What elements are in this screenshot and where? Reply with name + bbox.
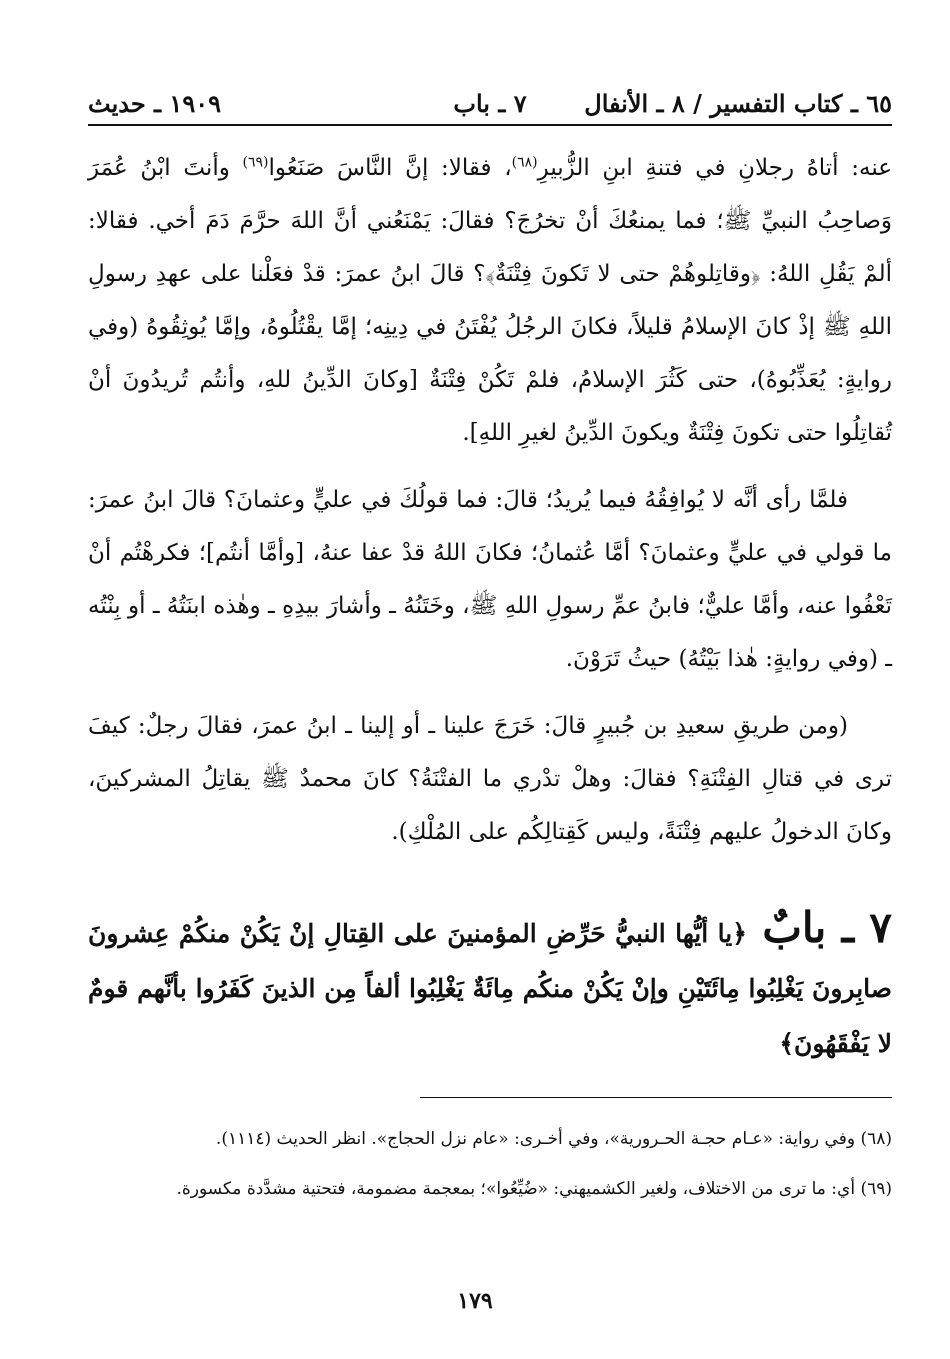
chapter-section	[88, 900, 892, 1071]
section-title: ٧ ـ بابٌ	[762, 903, 892, 952]
footnote-ref-68[interactable]: (٦٨)	[511, 154, 538, 171]
paragraph-1	[88, 142, 892, 460]
paragraph-3: (ومن طريقِ سعيدِ بن جُبيرٍ قالَ: خَرَجَ علينا ـ أو إلينا ـ ابنُ عمرَ، فقالَ رجلٌ: كيفَ ترى في قتالِ الفِتْنَةِ؟ فقالَ: وهلْ تدْري ما الفتْنَةُ؟ كانَ محمدٌ ﷺ يقاتِلُ المشركينَ، وكانَ الدخولُ عليهم فِتْنَةً، وليس كَقِتالِكُم على المُلْكِ).	[88, 713, 892, 845]
footnote-68: (٦٨) وفي رواية: «عـام حجـة الحـرورية»، وفي أخـرى: «عام نزل الحجاج». انظر الحديث (١١١٤).	[215, 1129, 892, 1149]
section-verse: ﴿يا أيُّها النبيُّ حَرِّضِ المؤمنينَ على القِتالِ إنْ يَكُنْ منكُمْ عِشرونَ صابِرونَ يَغْلِبُوا مِائَتَيْنِ وإنْ يَكُنْ منكُم مِائَةٌ يَغْلِبُوا ألفاً مِن الذينَ كَفَرُوا بأنَّهم قومٌ لا يَفْقَهُونَ﴾	[88, 919, 892, 1058]
paragraph-1-part-c: وأنتَ ابْنُ عُمَرَ وَصاحِبُ النبيِّ ﷺ؛ فما يمنعُكَ أنْ تخرُجَ؟ فقالَ: يَمْنَعُني أنَّ اللهَ حرَّمَ دَمَ أخي. فقالا: ألمْ يَقُلِ اللهُ: ﴿وقاتِلوهُمْ حتى لا تَكونَ فِتْنَةٌ﴾؟ قالَ ابنُ عمرَ: قدْ فعَلْنا على عهدِ رسولِ اللهِ ﷺ إذْ كانَ الإسلامُ قليلاً، فكانَ الرجُلُ يُفْتَنُ في دِينِه؛ إمَّا يقْتُلُوهُ، وإمَّا يُوثِقُوهُ (وفي روايةٍ: يُعَذِّبُوهُ)، حتى كَثُرَ الإسلامُ، فلمْ تَكُنْ فِتْنَةٌ [وكانَ الدِّينُ للهِ، وأنتُم تُريدُونَ أنْ تُقاتِلُوا حتى تكونَ فِتْنَةٌ ويكونَ الدِّينُ لغيرِ اللهِ].	[88, 155, 892, 446]
footnotes	[88, 1118, 892, 1210]
footnote-ref-69[interactable]: (٦٩)	[242, 154, 269, 171]
paragraph-1-part-b: ، فقالا: إنَّ النَّاسَ صَنَعُوا	[268, 155, 512, 181]
header-section: ٧ ـ باب	[453, 89, 527, 118]
footnote-69: (٦٩) أي: ما ترى من الاختلاف، ولغير الكشميهني: «ضُيِّعُوا»؛ بمعجمة مضمومة، فتحتية مشدَّدة مكسورة.	[176, 1179, 892, 1199]
main-text	[88, 142, 892, 859]
page-number: ١٧٩	[457, 1288, 493, 1314]
running-header	[88, 78, 892, 126]
header-hadith-number: ١٩٠٩ ـ حديث	[88, 89, 221, 118]
paragraph-2: فلمَّا رأى أنَّه لا يُوافِقُهُ فيما يُريدُ؛ قالَ: فما قولُكَ في عليٍّ وعثمانَ؟ قالَ ابنُ عمرَ: ما قولي في عليٍّ وعثمانَ؟ أمَّا عُثمانُ؛ فكانَ اللهُ قدْ عفا عنهُ، [وأمَّا أنتُم]؛ فكرهْتُم أنْ تَعْفُوا عنه، وأمَّا عليٌّ؛ فابنُ عمِّ رسولِ اللهِ ﷺ، وخَتَنُهُ ـ وأشارَ بيدِهِ ـ وهٰذه ابنَتُهُ ـ أو بِنْتُه ـ (وفي روايةٍ: هٰذا بَيْتُهُ) حيثُ تَرَوْنَ.	[88, 487, 892, 672]
footnote-divider	[420, 1097, 892, 1098]
header-chapter: ٦٥ ـ كتاب التفسير / ٨ ـ الأنفال	[584, 89, 892, 118]
paragraph-1-part-a: عنه: أتاهُ رجلانِ في فتنةِ ابنِ الزُّبيرِ	[537, 155, 892, 181]
